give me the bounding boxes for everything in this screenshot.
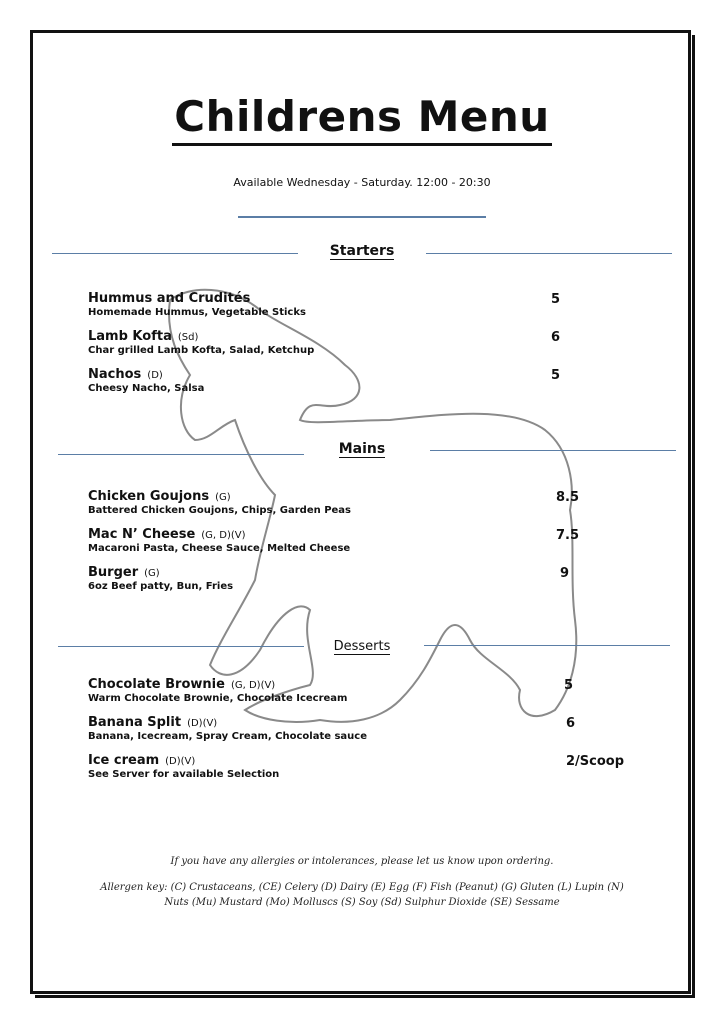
item-price: 6: [566, 716, 576, 731]
menu-item: [88, 329, 628, 356]
section-heading-starters: Starters: [329, 243, 395, 259]
allergen-key-line-1: Allergen key: (C) Crustaceans, (CE) Celery (D) Dairy (E) Egg (F) Fish (Peanut) (G) Gluten (L) Lupin (N): [100, 882, 624, 893]
allergen-tag: (D): [147, 370, 163, 381]
allergen-tag: (Sd): [177, 332, 199, 343]
menu-item: [88, 367, 628, 394]
item-name: Lamb Kofta (Sd): [88, 329, 199, 344]
item-description: Char grilled Lamb Kofta, Salad, Ketchup: [88, 345, 315, 356]
item-description: Homemade Hummus, Vegetable Sticks: [88, 307, 306, 318]
section-heading-mains: Mains: [338, 441, 386, 457]
item-price: 9: [560, 566, 570, 581]
item-description: Banana, Icecream, Spray Cream, Chocolate sauce: [88, 731, 368, 742]
item-description: Battered Chicken Goujons, Chips, Garden Peas: [88, 505, 352, 516]
menu-item: [88, 489, 628, 516]
item-description: See Server for available Selection: [88, 769, 280, 780]
menu-item: [88, 753, 628, 780]
allergen-tag: (G): [215, 492, 231, 503]
item-name: Mac N’ Cheese (G, D)(V): [88, 527, 246, 542]
item-description: Cheesy Nacho, Salsa: [88, 383, 205, 394]
title-divider: [238, 216, 486, 218]
item-price: 5: [564, 678, 574, 693]
menu-title: Childrens Menu: [0, 92, 724, 141]
allergen-tag: (G, D)(V): [201, 530, 246, 541]
item-name: Chocolate Brownie (G, D)(V): [88, 677, 276, 692]
availability-text: Available Wednesday - Saturday. 12:00 - 20:30: [233, 176, 491, 189]
menu-item: [88, 715, 628, 742]
menu-item: [88, 291, 628, 318]
item-name: Hummus and Crudités: [88, 291, 251, 306]
allergen-key-line-2: Nuts (Mu) Mustard (Mo) Molluscs (S) Soy (Sd) Sulphur Dioxide (SE) Sessame: [164, 897, 560, 908]
item-name: Nachos (D): [88, 367, 163, 382]
allergen-tag: (D)(V): [165, 756, 196, 767]
menu-item: [88, 677, 628, 704]
item-description: Macaroni Pasta, Cheese Sauce, Melted Cheese: [88, 543, 351, 554]
item-name: Chicken Goujons (G): [88, 489, 231, 504]
item-name: Ice cream (D)(V): [88, 753, 196, 768]
item-name: Burger (G): [88, 565, 160, 580]
allergen-tag: (G, D)(V): [230, 680, 276, 691]
section-heading-desserts: Desserts: [333, 639, 391, 654]
item-price: 2/Scoop: [566, 754, 625, 769]
item-description: 6oz Beef patty, Bun, Fries: [88, 581, 234, 592]
menu-item: [88, 565, 628, 592]
menu-item: [88, 527, 628, 554]
allergen-tag: (G): [144, 568, 160, 579]
item-price: 5: [551, 292, 561, 307]
item-name: Banana Split (D)(V): [88, 715, 218, 730]
allergen-tag: (D)(V): [187, 718, 218, 729]
item-description: Warm Chocolate Brownie, Chocolate Icecream: [88, 693, 348, 704]
item-price: 7.5: [556, 528, 580, 543]
item-price: 6: [551, 330, 561, 345]
item-price: 8.5: [556, 490, 580, 505]
allergy-note: If you have any allergies or intolerances, please let us know upon ordering.: [170, 856, 554, 867]
item-price: 5: [551, 368, 561, 383]
